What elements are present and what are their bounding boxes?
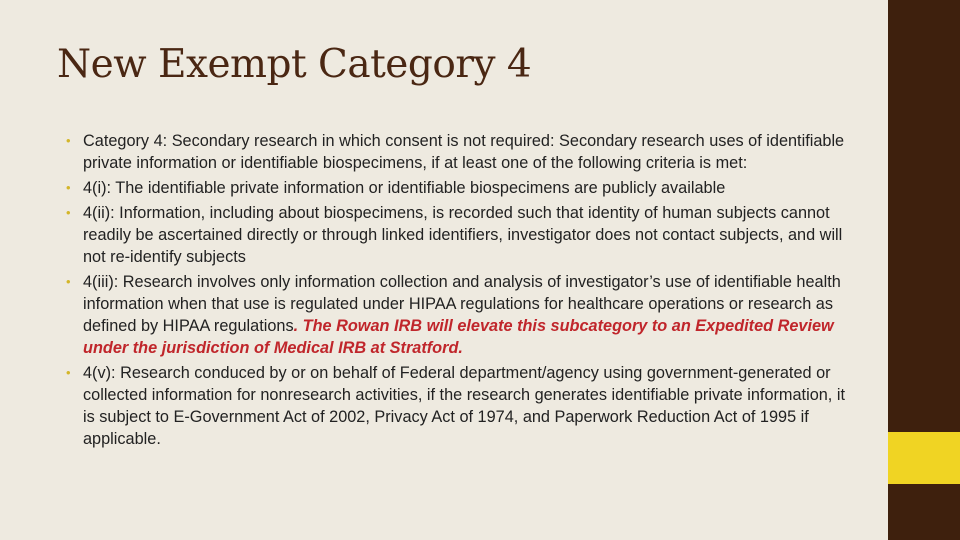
bullet-item-4ii: [60, 202, 846, 268]
bullet-text: 4(ii): Information, including about biospecimens, is recorded such that identity of human subjects cannot readily be ascertained directly or through linked identifiers, investigator does not contact subjects, and will not re-identify subjects: [83, 204, 843, 266]
bullet-marker-icon: •: [66, 133, 71, 148]
bullet-text: 4(iii): Research involves only information collection and analysis of investigator’s use of identifiable health information when that use is regulated under HIPAA regulations for healthcare operations or research as defined by HIPAA regulations: [83, 273, 841, 335]
bullet-item-category-4: [60, 130, 846, 174]
bullet-marker-icon: •: [66, 365, 71, 380]
bullet-text: Category 4: Secondary research in which consent is not required: Secondary research uses of identifiable private information or identifiable biospecimens, if at least one of the following criteria is met:: [83, 132, 845, 172]
bullet-marker-icon: •: [66, 180, 71, 195]
side-accent-block: [888, 432, 960, 484]
bullet-item-4iii: [60, 271, 846, 359]
bullet-item-4i: [60, 177, 846, 199]
bullet-marker-icon: •: [66, 274, 71, 289]
bullet-text: 4(i): The identifiable private information or identifiable biospecimens are publicly available: [83, 179, 726, 197]
rowan-irb-note: . The Rowan IRB will elevate this subcategory to an Expedited Review under the jurisdiction of Medical IRB at Stratford.: [83, 317, 834, 357]
bullet-marker-icon: •: [66, 205, 71, 220]
bullet-list: [60, 130, 846, 453]
slide-title: New Exempt Category 4: [57, 42, 532, 87]
bullet-text: 4(v): Research conduced by or on behalf of Federal department/agency using government-generated or collected information for nonresearch activities, if the research generates identifiable private information, it is subject to E-Government Act of 2002, Privacy Act of 1974, and Paperwork Reduction Act of 1995 if applicable.: [83, 364, 845, 448]
bullet-item-4v: [60, 362, 846, 450]
